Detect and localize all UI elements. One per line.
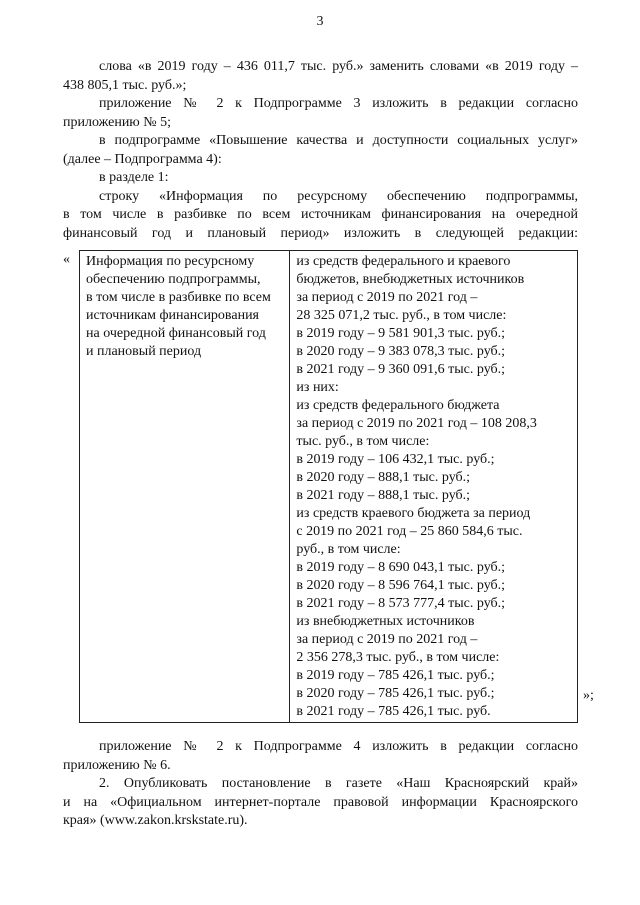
intro-line: (далее – Подпрограмма 4): [63,151,222,167]
right-cell-line: в 2020 году – 8 596 764,1 тыс. руб.; [296,578,506,593]
right-cell-line: в 2021 году – 888,1 тыс. руб.; [296,488,471,503]
open-quote: « [63,252,70,267]
right-cell-line: в 2019 году – 9 581 901,3 тыс. руб.; [296,326,506,341]
closing-line: и на «Официальном интернет-портале правовой информации Красноярского [63,794,578,810]
right-cell-line: в 2020 году – 785 426,1 тыс. руб.; [296,686,495,701]
intro-line: в разделе 1: [99,170,169,185]
intro-block [63,58,578,243]
closing-line: приложение № 2 к Подпрограмме 4 изложить в редакции согласно [99,739,578,754]
closing-line: приложению № 6. [63,757,171,773]
right-cell-line: в 2020 году – 9 383 078,3 тыс. руб.; [296,344,506,359]
right-cell-line: в 2021 году – 9 360 091,6 тыс. руб.; [296,362,506,377]
right-cell-line: в 2019 году – 106 432,1 тыс. руб.; [296,452,495,467]
right-cell-line: тыс. руб., в том числе: [296,434,430,449]
left-cell-line: Информация по ресурсному [86,254,255,269]
left-cell-line: обеспечению подпрограммы, [86,272,261,287]
right-cell-line: в 2019 году – 785 426,1 тыс. руб.; [296,668,495,683]
right-cell-line: из средств краевого бюджета за период [296,506,531,521]
left-cell [80,251,290,723]
closing-block [63,738,578,831]
right-cell-line: за период с 2019 по 2021 год – 108 208,3 [296,416,537,431]
left-cell-line: на очередной финансовый год [86,326,266,341]
right-cell-line: бюджетов, внебюджетных источников [296,272,525,287]
table-row [80,251,578,723]
right-cell [290,251,578,723]
intro-line: приложение № 2 к Подпрограмме 3 изложить в редакции согласно [99,96,578,111]
right-cell-line: из них: [296,380,339,395]
intro-line: строку «Информация по ресурсному обеспечению подпрограммы, [99,188,578,204]
left-cell-line: источникам финансирования [86,308,259,323]
left-cell-line: и плановый период [86,344,202,359]
right-cell-line: из средств федерального бюджета [296,398,500,413]
right-cell-line: с 2019 по 2021 год – 25 860 584,6 тыс. [296,524,523,539]
closing-line: края» (www.zakon.krskstate.ru). [63,813,248,828]
right-cell-line: в 2021 году – 8 573 777,4 тыс. руб.; [296,596,506,611]
right-cell-line: в 2021 году – 785 426,1 тыс. руб. [296,704,491,719]
right-cell-line: 28 325 071,2 тыс. руб., в том числе: [296,308,507,323]
right-cell-line: 2 356 278,3 тыс. руб., в том числе: [296,650,500,665]
intro-line: слова «в 2019 году – 436 011,7 тыс. руб.» заменить словами «в 2019 году – [99,59,578,74]
right-cell-line: за период с 2019 по 2021 год – [296,632,478,647]
closing-line: 2. Опубликовать постановление в газете «Наш Красноярский край» [99,776,578,791]
intro-line: в подпрограмме «Повышение качества и доступности социальных услуг» [99,133,578,148]
right-cell-line: в 2020 году – 888,1 тыс. руб.; [296,470,471,485]
right-cell-line: за период с 2019 по 2021 год – [296,290,478,305]
intro-line: в том числе в разбивке по всем источникам финансирования на очередной [63,207,578,222]
right-cell-line: в 2019 году – 8 690 043,1 тыс. руб.; [296,560,506,575]
left-cell-line: в том числе в разбивке по всем [86,290,271,305]
right-cell-line: руб., в том числе: [296,542,401,557]
intro-line: финансовый год и плановый период» изложить в следующей редакции: [63,225,578,241]
page-number: 3 [316,14,324,29]
intro-line: 438 805,1 тыс. руб.»; [63,77,187,93]
right-cell-line: из внебюджетных источников [296,614,475,629]
resource-table [79,250,578,723]
close-quote: »; [583,688,594,703]
right-cell-line: из средств федерального и краевого [296,254,511,269]
intro-line: приложению № 5; [63,114,172,130]
